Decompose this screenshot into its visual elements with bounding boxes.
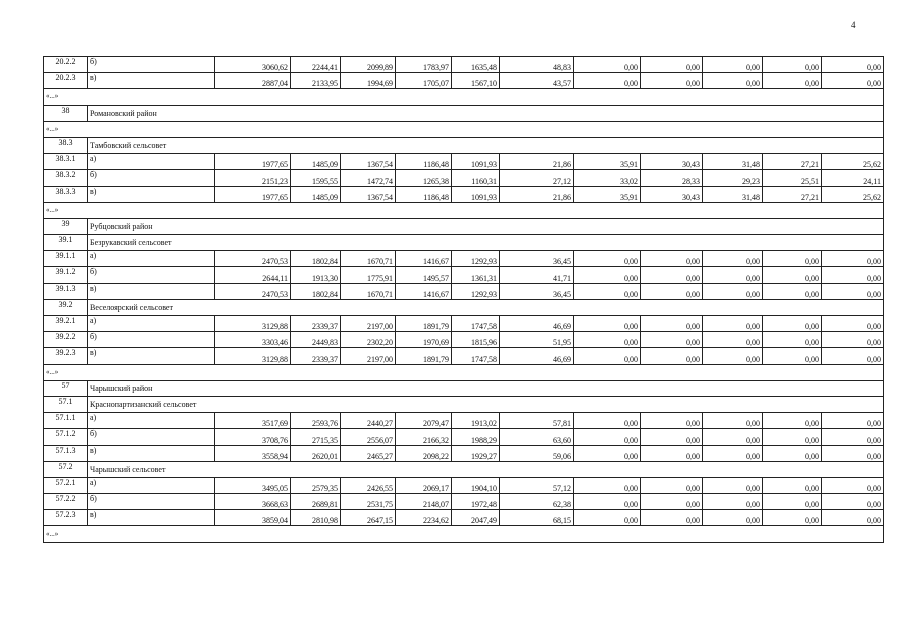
- value-cell: 0,00: [822, 57, 884, 73]
- value-cell: 0,00: [641, 283, 703, 299]
- value-cell: 0,00: [574, 445, 641, 461]
- value-cell: 0,00: [822, 445, 884, 461]
- table-row: [44, 154, 884, 170]
- value-cell: 2465,27: [341, 445, 396, 461]
- value-cell: 3668,63: [215, 494, 291, 510]
- row-code: 38.3.2: [44, 170, 88, 186]
- section-title: Тамбовский сельсовет: [88, 137, 884, 153]
- value-cell: 1160,31: [452, 170, 500, 186]
- value-cell: 2556,07: [341, 429, 396, 445]
- section-title: Чарышский район: [88, 380, 884, 396]
- row-code: 39.1.3: [44, 283, 88, 299]
- value-cell: 1913,30: [291, 267, 341, 283]
- value-cell: 3060,62: [215, 57, 291, 73]
- section-heading-row: [44, 396, 884, 412]
- ellipsis-row: [44, 526, 884, 542]
- row-code: 57.1.1: [44, 413, 88, 429]
- row-label: б): [88, 429, 215, 445]
- value-cell: 0,00: [763, 283, 822, 299]
- value-cell: 0,00: [574, 332, 641, 348]
- section-heading-row: [44, 105, 884, 121]
- value-cell: 0,00: [763, 332, 822, 348]
- value-cell: 0,00: [822, 267, 884, 283]
- value-cell: 1891,79: [396, 348, 452, 364]
- value-cell: 2620,01: [291, 445, 341, 461]
- value-cell: 0,00: [574, 283, 641, 299]
- value-cell: 0,00: [822, 510, 884, 526]
- section-title: Безрукавский сельсовет: [88, 235, 884, 251]
- row-code: 20.2.3: [44, 73, 88, 89]
- value-cell: 0,00: [574, 494, 641, 510]
- table-row: [44, 251, 884, 267]
- row-code: 57.2.3: [44, 510, 88, 526]
- omission-mark: «...»: [44, 364, 884, 380]
- section-heading-row: [44, 137, 884, 153]
- value-cell: 0,00: [703, 267, 763, 283]
- value-cell: 1972,48: [452, 494, 500, 510]
- value-cell: 46,69: [500, 316, 574, 332]
- table-row: [44, 186, 884, 202]
- row-label: а): [88, 413, 215, 429]
- value-cell: 0,00: [703, 477, 763, 493]
- value-cell: 0,00: [641, 267, 703, 283]
- value-cell: 2810,98: [291, 510, 341, 526]
- row-code: 39.2.1: [44, 316, 88, 332]
- value-cell: 2426,55: [341, 477, 396, 493]
- omission-mark: «...»: [44, 89, 884, 105]
- value-cell: 2098,22: [396, 445, 452, 461]
- row-code: 57.1.3: [44, 445, 88, 461]
- value-cell: 1775,91: [341, 267, 396, 283]
- value-cell: 0,00: [763, 73, 822, 89]
- section-code: 38: [44, 105, 88, 121]
- value-cell: 0,00: [763, 494, 822, 510]
- value-cell: 2593,76: [291, 413, 341, 429]
- omission-mark: «...»: [44, 526, 884, 542]
- omission-mark: «...»: [44, 202, 884, 218]
- value-cell: 0,00: [574, 57, 641, 73]
- row-code: 20.2.2: [44, 57, 88, 73]
- value-cell: 2069,17: [396, 477, 452, 493]
- table-row: [44, 267, 884, 283]
- row-code: 39.1.1: [44, 251, 88, 267]
- omission-mark: «...»: [44, 121, 884, 137]
- value-cell: 1265,38: [396, 170, 452, 186]
- value-cell: 3303,46: [215, 332, 291, 348]
- value-cell: 0,00: [641, 251, 703, 267]
- row-code: 57.2.2: [44, 494, 88, 510]
- value-cell: 2234,62: [396, 510, 452, 526]
- value-cell: 1292,93: [452, 251, 500, 267]
- section-code: 57.1: [44, 396, 88, 412]
- value-cell: 0,00: [641, 477, 703, 493]
- value-cell: 31,48: [703, 186, 763, 202]
- tariff-table: [43, 56, 884, 543]
- value-cell: 0,00: [703, 413, 763, 429]
- value-cell: 2715,35: [291, 429, 341, 445]
- value-cell: 2151,23: [215, 170, 291, 186]
- table-row: [44, 429, 884, 445]
- value-cell: 2339,37: [291, 316, 341, 332]
- value-cell: 0,00: [763, 445, 822, 461]
- value-cell: 1891,79: [396, 316, 452, 332]
- row-label: а): [88, 251, 215, 267]
- ellipsis-row: [44, 121, 884, 137]
- value-cell: 1292,93: [452, 283, 500, 299]
- value-cell: 2449,83: [291, 332, 341, 348]
- value-cell: 0,00: [763, 429, 822, 445]
- row-label: б): [88, 267, 215, 283]
- value-cell: 30,43: [641, 154, 703, 170]
- value-cell: 0,00: [574, 477, 641, 493]
- value-cell: 1567,10: [452, 73, 500, 89]
- value-cell: 2166,32: [396, 429, 452, 445]
- value-cell: 1977,65: [215, 154, 291, 170]
- value-cell: 1747,58: [452, 316, 500, 332]
- row-label: а): [88, 316, 215, 332]
- value-cell: 3129,88: [215, 316, 291, 332]
- value-cell: 0,00: [703, 283, 763, 299]
- section-code: 57: [44, 380, 88, 396]
- value-cell: 27,21: [763, 186, 822, 202]
- value-cell: 0,00: [574, 73, 641, 89]
- value-cell: 27,12: [500, 170, 574, 186]
- value-cell: 46,69: [500, 348, 574, 364]
- ellipsis-row: [44, 364, 884, 380]
- value-cell: 0,00: [703, 57, 763, 73]
- table-row: [44, 445, 884, 461]
- row-label: б): [88, 170, 215, 186]
- value-cell: 1988,29: [452, 429, 500, 445]
- value-cell: 35,91: [574, 154, 641, 170]
- value-cell: 21,86: [500, 154, 574, 170]
- value-cell: 3708,76: [215, 429, 291, 445]
- value-cell: 1904,10: [452, 477, 500, 493]
- value-cell: 2887,04: [215, 73, 291, 89]
- value-cell: 0,00: [703, 332, 763, 348]
- value-cell: 2047,49: [452, 510, 500, 526]
- section-heading-row: [44, 461, 884, 477]
- value-cell: 0,00: [574, 316, 641, 332]
- value-cell: 1670,71: [341, 283, 396, 299]
- value-cell: 2302,20: [341, 332, 396, 348]
- value-cell: 63,60: [500, 429, 574, 445]
- row-label: б): [88, 332, 215, 348]
- value-cell: 29,23: [703, 170, 763, 186]
- value-cell: 0,00: [703, 251, 763, 267]
- value-cell: 1485,09: [291, 154, 341, 170]
- table-row: [44, 57, 884, 73]
- value-cell: 1747,58: [452, 348, 500, 364]
- row-label: а): [88, 154, 215, 170]
- value-cell: 1186,48: [396, 186, 452, 202]
- value-cell: 57,12: [500, 477, 574, 493]
- value-cell: 0,00: [822, 73, 884, 89]
- value-cell: 0,00: [641, 73, 703, 89]
- value-cell: 1913,02: [452, 413, 500, 429]
- value-cell: 1970,69: [396, 332, 452, 348]
- table-row: [44, 283, 884, 299]
- row-code: 38.3.1: [44, 154, 88, 170]
- value-cell: 68,15: [500, 510, 574, 526]
- row-label: в): [88, 283, 215, 299]
- row-label: а): [88, 477, 215, 493]
- value-cell: 0,00: [763, 251, 822, 267]
- value-cell: 2440,27: [341, 413, 396, 429]
- value-cell: 0,00: [641, 445, 703, 461]
- value-cell: 1361,31: [452, 267, 500, 283]
- value-cell: 0,00: [822, 477, 884, 493]
- value-cell: 1485,09: [291, 186, 341, 202]
- value-cell: 0,00: [822, 251, 884, 267]
- value-cell: 3517,69: [215, 413, 291, 429]
- value-cell: 0,00: [703, 73, 763, 89]
- value-cell: 62,38: [500, 494, 574, 510]
- value-cell: 0,00: [574, 348, 641, 364]
- value-cell: 48,83: [500, 57, 574, 73]
- value-cell: 1367,54: [341, 186, 396, 202]
- value-cell: 0,00: [703, 445, 763, 461]
- value-cell: 0,00: [822, 316, 884, 332]
- table-row: [44, 413, 884, 429]
- value-cell: 0,00: [574, 251, 641, 267]
- value-cell: 0,00: [641, 429, 703, 445]
- value-cell: 0,00: [822, 283, 884, 299]
- row-label: в): [88, 73, 215, 89]
- section-title: Рубцовский район: [88, 218, 884, 234]
- table-row: [44, 316, 884, 332]
- value-cell: 0,00: [822, 413, 884, 429]
- value-cell: 57,81: [500, 413, 574, 429]
- section-heading-row: [44, 299, 884, 315]
- section-heading-row: [44, 380, 884, 396]
- value-cell: 0,00: [763, 348, 822, 364]
- value-cell: 1670,71: [341, 251, 396, 267]
- value-cell: 2647,15: [341, 510, 396, 526]
- value-cell: 1977,65: [215, 186, 291, 202]
- value-cell: 1815,96: [452, 332, 500, 348]
- section-title: Чарышский сельсовет: [88, 461, 884, 477]
- value-cell: 1186,48: [396, 154, 452, 170]
- value-cell: 1635,48: [452, 57, 500, 73]
- ellipsis-row: [44, 89, 884, 105]
- table-row: [44, 477, 884, 493]
- value-cell: 2470,53: [215, 283, 291, 299]
- value-cell: 0,00: [641, 494, 703, 510]
- value-cell: 35,91: [574, 186, 641, 202]
- value-cell: 1705,07: [396, 73, 452, 89]
- value-cell: 1783,97: [396, 57, 452, 73]
- section-code: 39.2: [44, 299, 88, 315]
- row-code: 57.2.1: [44, 477, 88, 493]
- row-label: в): [88, 348, 215, 364]
- value-cell: 0,00: [763, 267, 822, 283]
- section-title: Романовский район: [88, 105, 884, 121]
- value-cell: 0,00: [703, 429, 763, 445]
- value-cell: 43,57: [500, 73, 574, 89]
- table-row: [44, 73, 884, 89]
- value-cell: 1495,57: [396, 267, 452, 283]
- value-cell: 2197,00: [341, 348, 396, 364]
- value-cell: 2197,00: [341, 316, 396, 332]
- value-cell: 2079,47: [396, 413, 452, 429]
- table-row: [44, 494, 884, 510]
- value-cell: 0,00: [703, 316, 763, 332]
- row-code: 39.2.2: [44, 332, 88, 348]
- value-cell: 0,00: [641, 510, 703, 526]
- value-cell: 0,00: [822, 429, 884, 445]
- value-cell: 27,21: [763, 154, 822, 170]
- row-code: 39.2.3: [44, 348, 88, 364]
- value-cell: 0,00: [822, 494, 884, 510]
- row-label: б): [88, 57, 215, 73]
- value-cell: 0,00: [763, 510, 822, 526]
- row-label: в): [88, 445, 215, 461]
- value-cell: 25,62: [822, 154, 884, 170]
- value-cell: 24,11: [822, 170, 884, 186]
- value-cell: 2133,95: [291, 73, 341, 89]
- value-cell: 1595,55: [291, 170, 341, 186]
- value-cell: 3129,88: [215, 348, 291, 364]
- value-cell: 33,02: [574, 170, 641, 186]
- table-row: [44, 170, 884, 186]
- value-cell: 51,95: [500, 332, 574, 348]
- value-cell: 1416,67: [396, 251, 452, 267]
- value-cell: 0,00: [822, 332, 884, 348]
- value-cell: 1802,84: [291, 283, 341, 299]
- value-cell: 0,00: [641, 57, 703, 73]
- value-cell: 1802,84: [291, 251, 341, 267]
- row-label: в): [88, 186, 215, 202]
- value-cell: 1091,93: [452, 154, 500, 170]
- value-cell: 25,62: [822, 186, 884, 202]
- section-heading-row: [44, 218, 884, 234]
- value-cell: 3859,04: [215, 510, 291, 526]
- page-number: 4: [851, 20, 856, 30]
- value-cell: 0,00: [763, 316, 822, 332]
- row-code: 57.1.2: [44, 429, 88, 445]
- value-cell: 0,00: [574, 413, 641, 429]
- value-cell: 0,00: [763, 413, 822, 429]
- value-cell: 0,00: [703, 348, 763, 364]
- value-cell: 0,00: [641, 413, 703, 429]
- section-title: Краснопартизанский сельсовет: [88, 396, 884, 412]
- row-code: 38.3.3: [44, 186, 88, 202]
- row-label: б): [88, 494, 215, 510]
- value-cell: 36,45: [500, 283, 574, 299]
- value-cell: 30,43: [641, 186, 703, 202]
- value-cell: 0,00: [641, 332, 703, 348]
- value-cell: 2099,89: [341, 57, 396, 73]
- value-cell: 2579,35: [291, 477, 341, 493]
- value-cell: 3495,05: [215, 477, 291, 493]
- table-row: [44, 510, 884, 526]
- value-cell: 36,45: [500, 251, 574, 267]
- value-cell: 1929,27: [452, 445, 500, 461]
- value-cell: 1091,93: [452, 186, 500, 202]
- value-cell: 0,00: [574, 510, 641, 526]
- value-cell: 2644,11: [215, 267, 291, 283]
- value-cell: 2339,37: [291, 348, 341, 364]
- value-cell: 59,06: [500, 445, 574, 461]
- value-cell: 0,00: [822, 348, 884, 364]
- value-cell: 2148,07: [396, 494, 452, 510]
- value-cell: 1367,54: [341, 154, 396, 170]
- value-cell: 2531,75: [341, 494, 396, 510]
- value-cell: 0,00: [763, 57, 822, 73]
- value-cell: 1472,74: [341, 170, 396, 186]
- section-heading-row: [44, 235, 884, 251]
- row-code: 39.1.2: [44, 267, 88, 283]
- row-label: в): [88, 510, 215, 526]
- value-cell: 25,51: [763, 170, 822, 186]
- value-cell: 0,00: [641, 348, 703, 364]
- section-code: 57.2: [44, 461, 88, 477]
- value-cell: 3558,94: [215, 445, 291, 461]
- value-cell: 41,71: [500, 267, 574, 283]
- value-cell: 2470,53: [215, 251, 291, 267]
- table-row: [44, 332, 884, 348]
- value-cell: 28,33: [641, 170, 703, 186]
- value-cell: 0,00: [641, 316, 703, 332]
- value-cell: 0,00: [574, 429, 641, 445]
- value-cell: 0,00: [703, 510, 763, 526]
- value-cell: 0,00: [703, 494, 763, 510]
- value-cell: 31,48: [703, 154, 763, 170]
- value-cell: 0,00: [763, 477, 822, 493]
- section-code: 39.1: [44, 235, 88, 251]
- value-cell: 2244,41: [291, 57, 341, 73]
- value-cell: 21,86: [500, 186, 574, 202]
- value-cell: 1416,67: [396, 283, 452, 299]
- value-cell: 0,00: [574, 267, 641, 283]
- section-title: Веселоярский сельсовет: [88, 299, 884, 315]
- ellipsis-row: [44, 202, 884, 218]
- value-cell: 2689,81: [291, 494, 341, 510]
- section-code: 39: [44, 218, 88, 234]
- section-code: 38.3: [44, 137, 88, 153]
- value-cell: 1994,69: [341, 73, 396, 89]
- table-row: [44, 348, 884, 364]
